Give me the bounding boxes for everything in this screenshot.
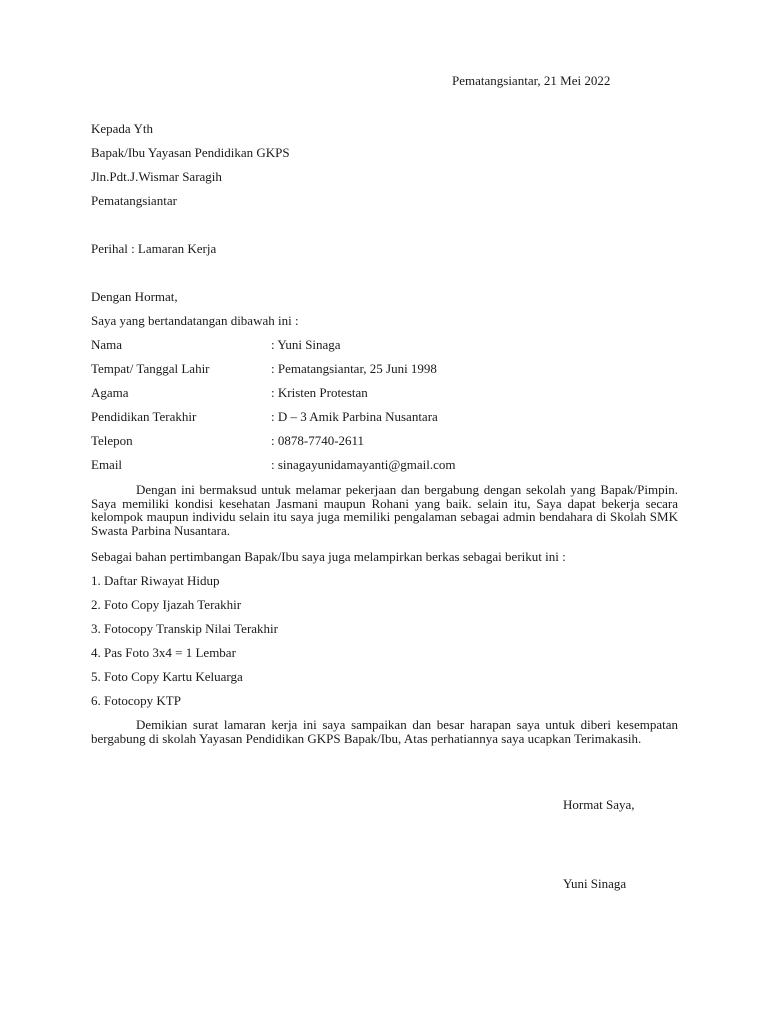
- field-value: : sinagayunidamayanti@gmail.com: [271, 457, 456, 472]
- field-row-phone: [91, 433, 681, 449]
- field-label: Pendidikan Terakhir: [91, 409, 197, 424]
- greeting: Dengan Hormat,: [91, 289, 178, 304]
- signature-name: Yuni Sinaga: [563, 876, 627, 891]
- attachment-item: 4. Pas Foto 3x4 = 1 Lembar: [91, 645, 236, 660]
- recipient-line-2: Bapak/Ibu Yayasan Pendidikan GKPS: [91, 145, 290, 160]
- subject-line: Perihal : Lamaran Kerja: [91, 241, 217, 256]
- field-row-education: [91, 409, 681, 425]
- field-value: : D – 3 Amik Parbina Nusantara: [271, 409, 438, 424]
- body-paragraph-2-text: Demikian surat lamaran kerja ini saya sampaikan dan besar harapan saya untuk diberi kesempatan bergabung di skolah Yayasan Pendidikan GKPS Bapak/Ibu, Atas perhatiannya saya ucapkan Terimakasih.: [91, 717, 678, 746]
- body-paragraph-2: [91, 718, 678, 745]
- body-paragraph-1: [91, 483, 678, 537]
- attachment-item: 5. Foto Copy Kartu Keluarga: [91, 669, 243, 684]
- field-row-email: [91, 457, 681, 473]
- attachments-intro: Sebagai bahan pertimbangan Bapak/Ibu saya juga melampirkan berkas sebagai berikut ini :: [91, 549, 566, 564]
- place-date: Pematangsiantar, 21 Mei 2022: [452, 73, 611, 88]
- field-row-nama: [91, 337, 681, 353]
- attachment-item: 2. Foto Copy Ijazah Terakhir: [91, 597, 242, 612]
- field-row-religion: [91, 385, 681, 401]
- closing: Hormat Saya,: [563, 797, 635, 812]
- attachment-item: 3. Fotocopy Transkip Nilai Terakhir: [91, 621, 278, 636]
- field-value: : Kristen Protestan: [271, 385, 368, 400]
- recipient-line-3: Jln.Pdt.J.Wismar Saragih: [91, 169, 222, 184]
- field-label: Nama: [91, 337, 123, 352]
- intro-line: Saya yang bertandatangan dibawah ini :: [91, 313, 299, 328]
- field-label: Telepon: [91, 433, 133, 448]
- attachment-item: 1. Daftar Riwayat Hidup: [91, 573, 220, 588]
- field-label: Email: [91, 457, 123, 472]
- recipient-line-4: Pematangsiantar: [91, 193, 177, 208]
- field-row-birth: [91, 361, 681, 377]
- field-label: Tempat/ Tanggal Lahir: [91, 361, 210, 376]
- body-paragraph-1-text: Dengan ini bermaksud untuk melamar pekerjaan dan bergabung dengan sekolah yang Bapak/Pimpin. Saya memiliki kondisi kesehatan Jasmani maupun Rohani yang baik. selain itu, Saya dapat bekerja secara kelompok maupun individu selain itu saya juga memiliki pengalaman sebagai admin bendahara di Skolah SMK Swasta Parbina Nusantara.: [91, 482, 678, 538]
- field-value: : 0878-7740-2611: [271, 433, 365, 448]
- field-value: : Pematangsiantar, 25 Juni 1998: [271, 361, 437, 376]
- recipient-line-1: Kepada Yth: [91, 121, 153, 136]
- field-label: Agama: [91, 385, 129, 400]
- field-value: : Yuni Sinaga: [271, 337, 341, 352]
- attachment-item: 6. Fotocopy KTP: [91, 693, 181, 708]
